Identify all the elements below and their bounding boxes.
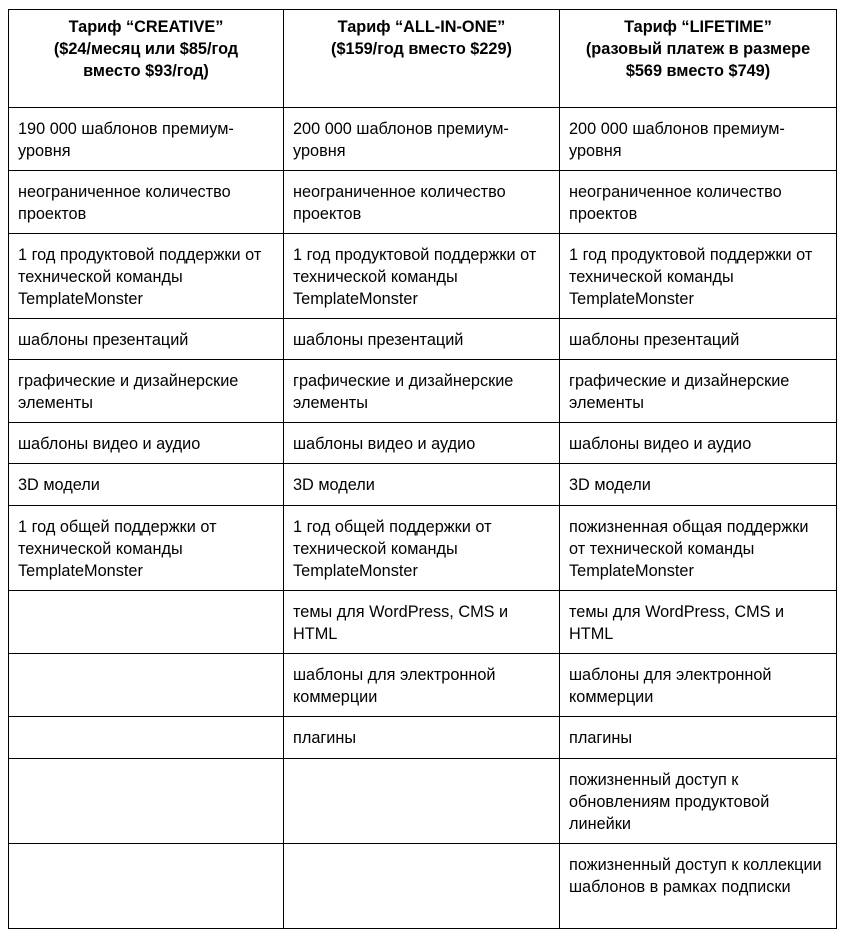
cell-text: неограниченное количество проектов <box>18 183 231 223</box>
cell-text: 3D модели <box>569 476 651 494</box>
table-cell <box>560 171 837 234</box>
table-cell <box>560 423 837 464</box>
header-lifetime-line-2: (разовый платеж в размере <box>585 40 811 58</box>
table-cell <box>284 717 560 759</box>
cell-text: шаблоны презентаций <box>569 331 740 349</box>
cell-text: 200 000 шаблонов премиум-уровня <box>569 120 785 160</box>
table-row <box>9 234 837 319</box>
header-row <box>9 10 837 108</box>
table-cell <box>560 717 837 759</box>
cell-text: 3D модели <box>293 476 375 494</box>
table-cell <box>9 108 284 171</box>
table-row <box>9 319 837 360</box>
cell-text: плагины <box>569 729 633 747</box>
cell-text: шаблоны видео и аудио <box>18 435 201 453</box>
table-row <box>9 108 837 171</box>
table-cell <box>560 360 837 423</box>
cell-text: шаблоны видео и аудио <box>569 435 752 453</box>
table-cell <box>9 506 284 591</box>
table-row <box>9 171 837 234</box>
cell-text: графические и дизайнерские элементы <box>18 372 239 412</box>
cell-text: графические и дизайнерские элементы <box>569 372 790 412</box>
table-cell <box>560 108 837 171</box>
table-cell <box>284 360 560 423</box>
pricing-comparison-table <box>8 9 837 929</box>
cell-text: 1 год продуктовой поддержки от технической команды TemplateMonster <box>18 246 262 308</box>
cell-text: шаблоны для электронной коммерции <box>569 666 772 706</box>
cell-text: темы для WordPress, CMS и HTML <box>293 603 509 643</box>
table-cell <box>284 844 560 929</box>
header-all-in-one-line-1: Тариф “ALL-IN-ONE” <box>337 18 506 36</box>
table-row <box>9 360 837 423</box>
table-cell <box>284 108 560 171</box>
header-cell-creative <box>9 10 284 108</box>
table-cell <box>284 506 560 591</box>
table-cell <box>284 171 560 234</box>
table-cell <box>284 319 560 360</box>
table-cell <box>284 591 560 654</box>
table-cell <box>284 234 560 319</box>
header-creative-line-3: вместо $93/год) <box>83 62 209 80</box>
cell-text: графические и дизайнерские элементы <box>293 372 514 412</box>
table-cell <box>284 654 560 717</box>
table-row <box>9 506 837 591</box>
table-row <box>9 717 837 759</box>
table-cell <box>9 319 284 360</box>
cell-text: 3D модели <box>18 476 100 494</box>
cell-text: неограниченное количество проектов <box>569 183 782 223</box>
table-cell <box>9 464 284 506</box>
table-row <box>9 759 837 844</box>
table-row <box>9 464 837 506</box>
table-row <box>9 654 837 717</box>
table-cell <box>9 171 284 234</box>
cell-text: шаблоны для электронной коммерции <box>293 666 496 706</box>
table-cell <box>284 423 560 464</box>
table-cell <box>9 844 284 929</box>
cell-text: плагины <box>293 729 357 747</box>
cell-text: 1 год общей поддержки от технической команды TemplateMonster <box>18 518 217 580</box>
cell-text: 1 год продуктовой поддержки от технической команды TemplateMonster <box>293 246 537 308</box>
table-cell <box>9 360 284 423</box>
table-cell <box>9 759 284 844</box>
table-row <box>9 844 837 929</box>
header-lifetime-line-1: Тариф “LIFETIME” <box>624 18 772 36</box>
header-creative-line-1: Тариф “CREATIVE” <box>68 18 224 36</box>
table-cell <box>560 591 837 654</box>
header-cell-all-in-one <box>284 10 560 108</box>
cell-text: пожизненный доступ к обновлениям продуктовой линейки <box>569 771 770 833</box>
table-cell <box>9 717 284 759</box>
header-creative-line-2: ($24/месяц или $85/год <box>53 40 239 58</box>
table-cell <box>9 591 284 654</box>
cell-text: пожизненный доступ к коллекции шаблонов в рамках подписки <box>569 856 822 896</box>
cell-text: 190 000 шаблонов премиум-уровня <box>18 120 234 160</box>
table-cell <box>560 759 837 844</box>
cell-text: шаблоны презентаций <box>18 331 189 349</box>
header-all-in-one-line-2: ($159/год вместо $229) <box>331 40 512 58</box>
cell-text: 1 год общей поддержки от технической команды TemplateMonster <box>293 518 492 580</box>
table-cell <box>560 319 837 360</box>
table-cell <box>284 759 560 844</box>
table-cell <box>560 844 837 929</box>
table-row <box>9 423 837 464</box>
table-cell <box>560 506 837 591</box>
table-cell <box>9 423 284 464</box>
header-lifetime-line-3: $569 вместо $749) <box>625 62 771 80</box>
table-cell <box>560 234 837 319</box>
table-cell <box>9 654 284 717</box>
table-cell <box>9 234 284 319</box>
table-cell <box>560 654 837 717</box>
table-cell <box>560 464 837 506</box>
cell-text: шаблоны презентаций <box>293 331 464 349</box>
cell-text: темы для WordPress, CMS и HTML <box>569 603 785 643</box>
cell-text: 200 000 шаблонов премиум-уровня <box>293 120 509 160</box>
header-cell-lifetime <box>560 10 837 108</box>
table-row <box>9 591 837 654</box>
table-cell <box>284 464 560 506</box>
cell-text: неограниченное количество проектов <box>293 183 506 223</box>
cell-text: пожизненная общая поддержки от технической команды TemplateMonster <box>569 518 809 580</box>
cell-text: шаблоны видео и аудио <box>293 435 476 453</box>
cell-text: 1 год продуктовой поддержки от технической команды TemplateMonster <box>569 246 813 308</box>
